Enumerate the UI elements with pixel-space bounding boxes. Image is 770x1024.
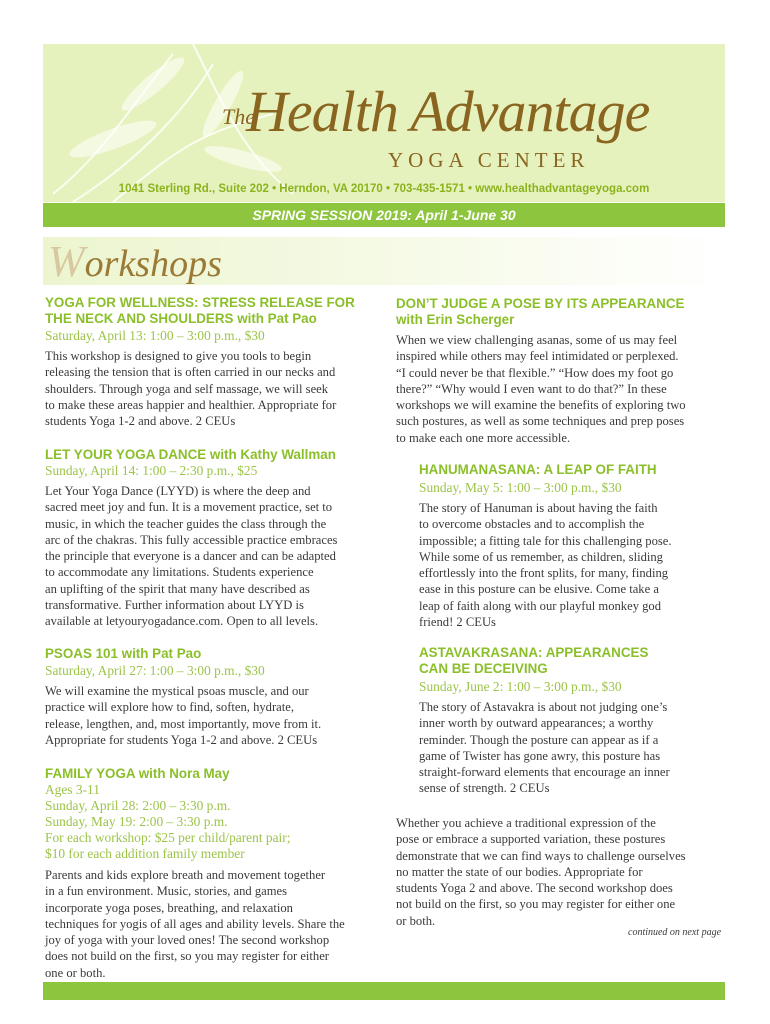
description-line: reminder. Though the posture can appear as if a	[419, 732, 659, 747]
description-line: an uplifting of the spirit that many have described as	[45, 581, 310, 596]
description-line: Parents and kids explore breath and movement together	[45, 868, 326, 882]
description-line: the principle that everyone is a dancer and can be adapted	[45, 549, 336, 564]
description-line: not build on the first, so you may register for either one	[396, 897, 676, 912]
description-line: joy of yoga with your loved ones! The second workshop	[45, 933, 330, 948]
workshop-title: DON’T JUDGE A POSE BY ITS APPEARANCE	[396, 296, 685, 311]
workshop-date: Sunday, May 19: 2:00 – 3:30 p.m.	[45, 814, 228, 829]
section-title-rest: orkshops	[84, 243, 222, 285]
workshop-title: THE NECK AND SHOULDERS with Pat Pao	[45, 311, 317, 326]
description-line: The story of Astavakra is about not judging one’s	[419, 700, 668, 714]
workshop-title: LET YOUR YOGA DANCE with Kathy Wallman	[45, 447, 336, 462]
description-line: shoulders. Through yoga and self massage, we will seek	[45, 381, 329, 396]
brand-name: Health Advantage	[246, 79, 650, 144]
workshop-title: FAMILY YOGA with Nora May	[45, 766, 230, 781]
description-line: Whether you achieve a traditional expression of the	[396, 816, 656, 830]
workshop-date: Sunday, April 28: 2:00 – 3:30 p.m.	[45, 798, 231, 813]
description-line: incorporate yoga poses, breathing, and relaxation	[45, 900, 293, 915]
section-title-initial: W	[48, 237, 85, 286]
session-banner: SPRING SESSION 2019: April 1-June 30	[43, 203, 725, 227]
description-line: impossible; a fitting tale for this challenging pose.	[419, 533, 672, 548]
description-line: When we view challenging asanas, some of us may feel	[396, 333, 678, 347]
description-line: students Yoga 1-2 and above. 2 CEUs	[45, 414, 236, 429]
workshop-description	[45, 683, 321, 748]
workshop-date: Sunday, April 14: 1:00 – 2:30 p.m., $25	[45, 463, 258, 478]
workshop-date: Saturday, April 13: 1:00 – 3:00 p.m., $30	[45, 328, 265, 343]
footer-bar	[43, 982, 725, 1000]
address-line: 1041 Sterling Rd., Suite 202 • Herndon, VA 20170 • 703-435-1571 • www.healthadvantageyoga.com	[118, 183, 650, 195]
description-line: straight-forward elements that encourage an inner	[419, 765, 670, 780]
description-line: one or both.	[45, 965, 106, 980]
workshop-outro	[396, 815, 686, 929]
workshop-description	[45, 483, 337, 630]
description-line: Let Your Yoga Dance (LYYD) is where the deep and	[45, 484, 311, 498]
description-line: transformative. Further information about LYYD is	[45, 598, 304, 613]
description-line: arc of the chakras. This fully accessible practice embraces	[45, 532, 338, 547]
description-line: The story of Hanuman is about having the faith	[419, 501, 658, 515]
description-line: release, lengthen, and, most importantly, move from it.	[45, 716, 322, 731]
description-line: “I could never be that flexible.” “How does my foot go	[396, 365, 674, 380]
workshop-price: For each workshop: $25 per child/parent pair;	[45, 830, 291, 845]
description-line: effortlessly into the front splits, for many, finding	[419, 566, 669, 581]
description-line: available at letyouryogadance.com. Open to all levels.	[45, 614, 319, 629]
workshop-date: Sunday, June 2: 1:00 – 3:00 p.m., $30	[419, 679, 622, 694]
description-line: While some of us remember, as children, sliding	[419, 549, 663, 564]
description-line: inner worth by outward appearances; a worthy	[419, 716, 654, 731]
description-line: game of Twister has gone awry, this posture has	[419, 748, 661, 763]
workshop-date: Saturday, April 27: 1:00 – 3:00 p.m., $30	[45, 663, 265, 678]
description-line: music, in which the teacher guides the class through the	[45, 516, 327, 531]
description-line: We will examine the mystical psoas muscle, and our	[45, 684, 309, 698]
description-line: does not build on the first, so you may register for either	[45, 949, 329, 964]
workshop-description	[45, 348, 336, 429]
section-title	[48, 236, 222, 287]
workshop-title: PSOAS 101 with Pat Pao	[45, 646, 202, 661]
description-line: no matter the state of our bodies. Appropriate for	[396, 864, 643, 879]
description-line: sacred meet joy and fun. It is a movement practice, set to	[45, 500, 333, 515]
description-line: practice will explore how to find, soften, hydrate,	[45, 700, 294, 715]
description-line: friend! 2 CEUs	[419, 615, 496, 630]
description-line: to make these areas happier and healthier. Appropriate for	[45, 397, 337, 412]
workshop-date: Ages 3-11	[45, 782, 100, 797]
description-line: inspired while others may feel intimidated or perplexed.	[396, 349, 679, 364]
workshop-description	[419, 699, 670, 797]
sub-workshop-title: HANUMANASANA: A LEAP OF FAITH	[419, 462, 657, 477]
description-line: to make each one more accessible.	[396, 430, 571, 445]
description-line: to overcome obstacles and to accomplish the	[419, 517, 645, 532]
description-line: there?” “Why would I even want to do that?” In these	[396, 381, 667, 396]
workshop-intro	[396, 332, 686, 446]
description-line: workshops we will examine the benefits of exploring two	[396, 398, 686, 413]
workshop-date: Sunday, May 5: 1:00 – 3:00 p.m., $30	[419, 480, 622, 495]
continued-note: continued on next page	[628, 927, 722, 938]
workshop-title: YOGA FOR WELLNESS: STRESS RELEASE FOR	[45, 295, 355, 310]
description-line: Appropriate for students Yoga 1-2 and above. 2 CEUs	[45, 732, 318, 747]
description-line: or both.	[396, 913, 436, 928]
description-line: leap of faith along with our playful monkey god	[419, 598, 662, 613]
description-line: students Yoga 2 and above. The second workshop does	[396, 881, 673, 896]
description-line: releasing the tension that is often carried in our necks and	[45, 365, 336, 380]
sub-workshop-title: ASTAVAKRASANA: APPEARANCES	[419, 645, 649, 660]
description-line: ease in this posture can be elusive. Come take a	[419, 582, 659, 597]
description-line: This workshop is designed to give you tools to begin	[45, 349, 312, 363]
description-line: to accommodate any limitations. Students experience	[45, 565, 314, 580]
sub-workshop-title: CAN BE DECEIVING	[419, 661, 548, 676]
description-line: demonstrate that we can find ways to challenge ourselves	[396, 848, 686, 863]
description-line: in a fun environment. Music, stories, and games	[45, 884, 288, 899]
workshop-description	[45, 867, 345, 981]
brand-subtitle: YOGA CENTER	[388, 148, 590, 172]
workshop-description	[419, 500, 672, 630]
workshop-price: $10 for each addition family member	[45, 846, 245, 861]
workshop-title: with Erin Scherger	[396, 312, 515, 327]
description-line: sense of strength. 2 CEUs	[419, 781, 550, 796]
description-line: pose or embrace a supported variation, these postures	[396, 832, 666, 847]
brand-the: The	[222, 104, 255, 129]
description-line: techniques for yogis of all ages and ability levels. Share the	[45, 916, 345, 931]
description-line: such postures, as well as some techniques and prep poses	[396, 414, 685, 429]
